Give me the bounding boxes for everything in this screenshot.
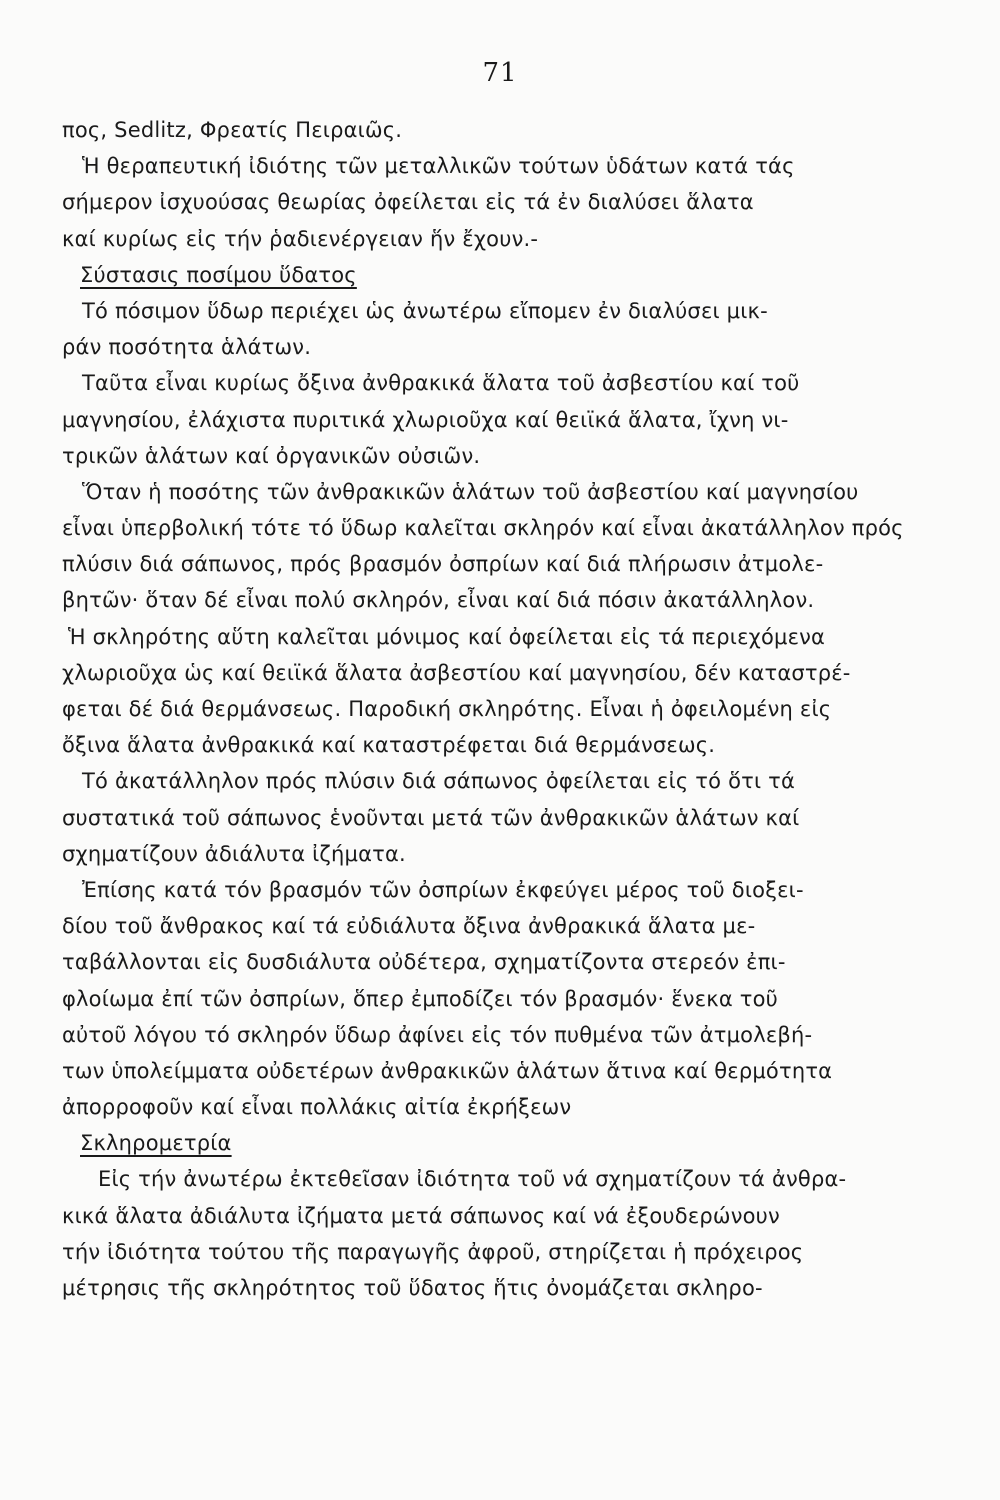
text-line: ταβάλλονται εἰς δυσδιάλυτα οὐδέτερα, σχηματίζοντα στερεόν ἐπι- bbox=[62, 950, 786, 975]
text-line: Τό ἀκατάλληλον πρός πλύσιν διά σάπωνος ὀφείλεται εἰς τό ὅτι τά bbox=[82, 769, 796, 794]
text-line: δίου τοῦ ἄνθρακος καί τά εὐδιάλυτα ὄξινα ἀνθρακικά ἅλατα με- bbox=[62, 914, 756, 939]
text-line: πος, Sedlitz, Φρεατίς Πειραιῶς. bbox=[62, 118, 403, 142]
text-line: των ὑπολείμματα οὐδετέρων ἀνθρακικῶν ἁλάτων ἅτινα καί θερμότητα bbox=[62, 1058, 833, 1083]
page-number: 71 bbox=[482, 58, 518, 88]
text-line: αὐτοῦ λόγου τό σκληρόν ὕδωρ ἀφίνει εἰς τόν πυθμένα τῶν ἀτμολεβή- bbox=[62, 1022, 813, 1047]
text-block bbox=[62, 112, 942, 1306]
text-line: Ἡ σκληρότης αὕτη καλεῖται μόνιμος καί ὀφείλεται εἰς τά περιεχόμενα bbox=[68, 624, 826, 649]
text-line: τρικῶν ἁλάτων καί ὀργανικῶν οὐσιῶν. bbox=[62, 443, 481, 468]
text-line: μαγνησίου, ἐλάχιστα πυριτικά χλωριοῦχα καί θειϊκά ἅλατα, ἴχνη νι- bbox=[62, 407, 789, 432]
text-line: χλωριοῦχα ὡς καί θειϊκά ἅλατα ἀσβεστίου καί μαγνησίου, δέν καταστρέ- bbox=[62, 660, 851, 685]
text-line: ὄξινα ἅλατα ἀνθρακικά καί καταστρέφεται διά θερμάνσεως. bbox=[62, 733, 716, 758]
text-line: Ταῦτα εἶναι κυρίως ὄξινα ἀνθρακικά ἅλατα τοῦ ἀσβεστίου καί τοῦ bbox=[82, 371, 800, 396]
text-line: πλύσιν διά σάπωνος, πρός βρασμόν ὀσπρίων καί διά πλήρωσιν ἀτμολε- bbox=[62, 552, 824, 577]
text-line: ράν ποσότητα ἁλάτων. bbox=[62, 335, 312, 360]
text-line: Εἰς τήν ἀνωτέρω ἐκτεθεῖσαν ἰδιότητα τοῦ νά σχηματίζουν τά ἀνθρα- bbox=[98, 1167, 847, 1192]
section-heading: Σύστασις ποσίμου ὕδατος bbox=[80, 262, 357, 287]
text-line: τήν ἰδιότητα τούτου τῆς παραγωγῆς ἀφροῦ, στηρίζεται ἡ πρόχειρος bbox=[62, 1239, 804, 1264]
section-heading: Σκληρομετρία bbox=[80, 1131, 232, 1156]
text-line: σήμερον ἰσχυούσας θεωρίας ὀφείλεται εἰς τά ἐν διαλύσει ἅλατα bbox=[62, 190, 754, 215]
text-line: βητῶν· ὅταν δέ εἶναι πολύ σκληρόν, εἶναι καί διά πόσιν ἀκατάλληλον. bbox=[62, 588, 815, 613]
text-line: σχηματίζουν ἀδιάλυτα ἰζήματα. bbox=[62, 841, 406, 866]
text-line: καί κυρίως εἰς τήν ῥαδιενέργειαν ἥν ἔχουν.- bbox=[62, 226, 539, 251]
text-line: Τό πόσιμον ὕδωρ περιέχει ὡς ἀνωτέρω εἴπομεν ἐν διαλύσει μικ- bbox=[82, 298, 768, 323]
text-line: ἀπορροφοῦν καί εἶναι πολλάκις αἰτία ἐκρήξεων bbox=[62, 1095, 572, 1120]
text-line: φεται δέ διά θερμάνσεως. Παροδική σκληρότης. Εἶναι ἡ ὀφειλομένη εἰς bbox=[62, 697, 832, 721]
text-line: εἶναι ὑπερβολική τότε τό ὕδωρ καλεῖται σκληρόν καί εἶναι ἀκατάλληλον πρός bbox=[62, 516, 904, 541]
text-line: Ἐπίσης κατά τόν βρασμόν τῶν ὀσπρίων ἐκφεύγει μέρος τοῦ διοξει- bbox=[82, 877, 804, 902]
text-line: συστατικά τοῦ σάπωνος ἑνοῦνται μετά τῶν ἀνθρακικῶν ἁλάτων καί bbox=[62, 805, 800, 830]
text-line: μέτρησις τῆς σκληρότητος τοῦ ὕδατος ἥτις ὀνομάζεται σκληρο- bbox=[62, 1276, 763, 1300]
text-line: Ὅταν ἡ ποσότης τῶν ἀνθρακικῶν ἁλάτων τοῦ ἀσβεστίου καί μαγνησίου bbox=[82, 479, 859, 504]
text-line: Ἡ θεραπευτική ἰδιότης τῶν μεταλλικῶν τούτων ὑδάτων κατά τάς bbox=[82, 154, 795, 179]
text-line: κικά ἅλατα ἀδιάλυτα ἰζήματα μετά σάπωνος καί νά ἐξουδερώνουν bbox=[62, 1203, 780, 1228]
text-line: φλοίωμα ἐπί τῶν ὀσπρίων, ὅπερ ἐμποδίζει τόν βρασμόν· ἕνεκα τοῦ bbox=[62, 986, 779, 1011]
